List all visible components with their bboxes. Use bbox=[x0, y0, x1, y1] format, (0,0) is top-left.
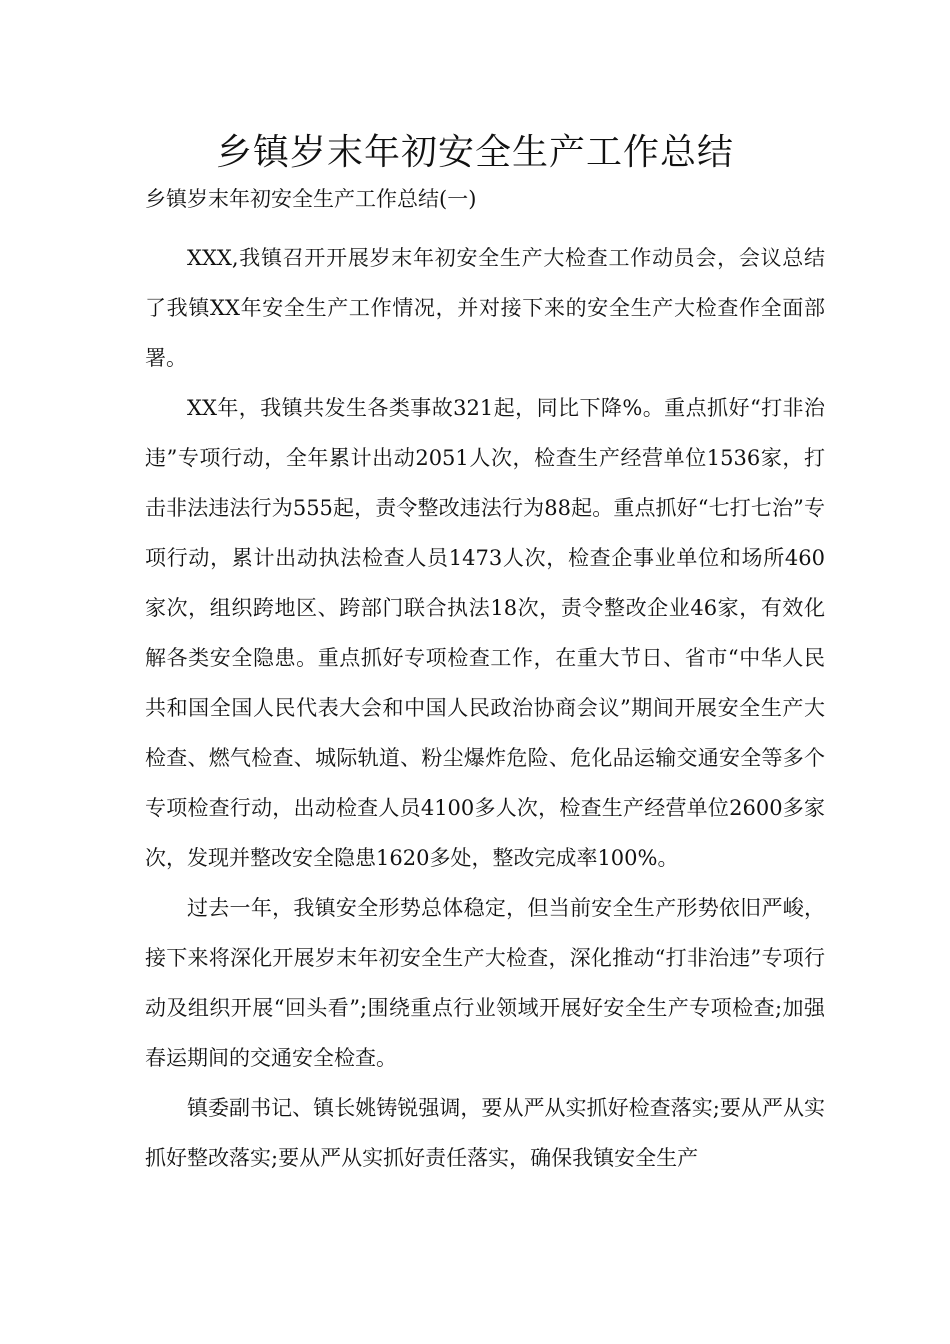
paragraph-statistics: XX年，我镇共发生各类事故321起，同比下降%。重点抓好“打非治违”专项行动，全年累计出动2051人次，检查生产经营单位1536家，打击非法违法行为555起，责令整改违法行为88起。重点抓好“七打七治”专项行动，累计出动执法检查人员1473人次，检查企事业单位和场所460家次，组织跨地区、跨部门联合执法18次，责令整改企业46家，有效化解各类安全隐患。重点抓好专项检查工作，在重大节日、省市“中华人民共和国全国人民代表大会和中国人民政治协商会议”期间开展安全生产大检查、燃气检查、城际轨道、粉尘爆炸危险、危化品运输交通安全等多个专项检查行动，出动检查人员4100多人次，检查生产经营单位2600多家次，发现并整改安全隐患1620多处，整改完成率100%。 bbox=[145, 396, 825, 870]
document-title: 乡镇岁末年初安全生产工作总结 bbox=[215, 132, 734, 173]
document-body bbox=[145, 233, 825, 1183]
document-subtitle: 乡镇岁末年初安全生产工作总结(一) bbox=[145, 187, 477, 211]
paragraph-emphasis: 镇委副书记、镇长姚铸锐强调，要从严从实抓好检查落实;要从严从实抓好整改落实;要从严从实抓好责任落实，确保我镇安全生产 bbox=[145, 1096, 825, 1170]
paragraph-outlook: 过去一年，我镇安全形势总体稳定，但当前安全生产形势依旧严峻，接下来将深化开展岁末年初安全生产大检查，深化推动“打非治违”专项行动及组织开展“回头看”;围绕重点行业领域开展好安全生产专项检查;加强春运期间的交通安全检查。 bbox=[145, 896, 825, 1070]
paragraph-meeting: XXX,我镇召开开展岁末年初安全生产大检查工作动员会，会议总结了我镇XX年安全生产工作情况，并对接下来的安全生产大检查作全面部署。 bbox=[145, 246, 825, 370]
